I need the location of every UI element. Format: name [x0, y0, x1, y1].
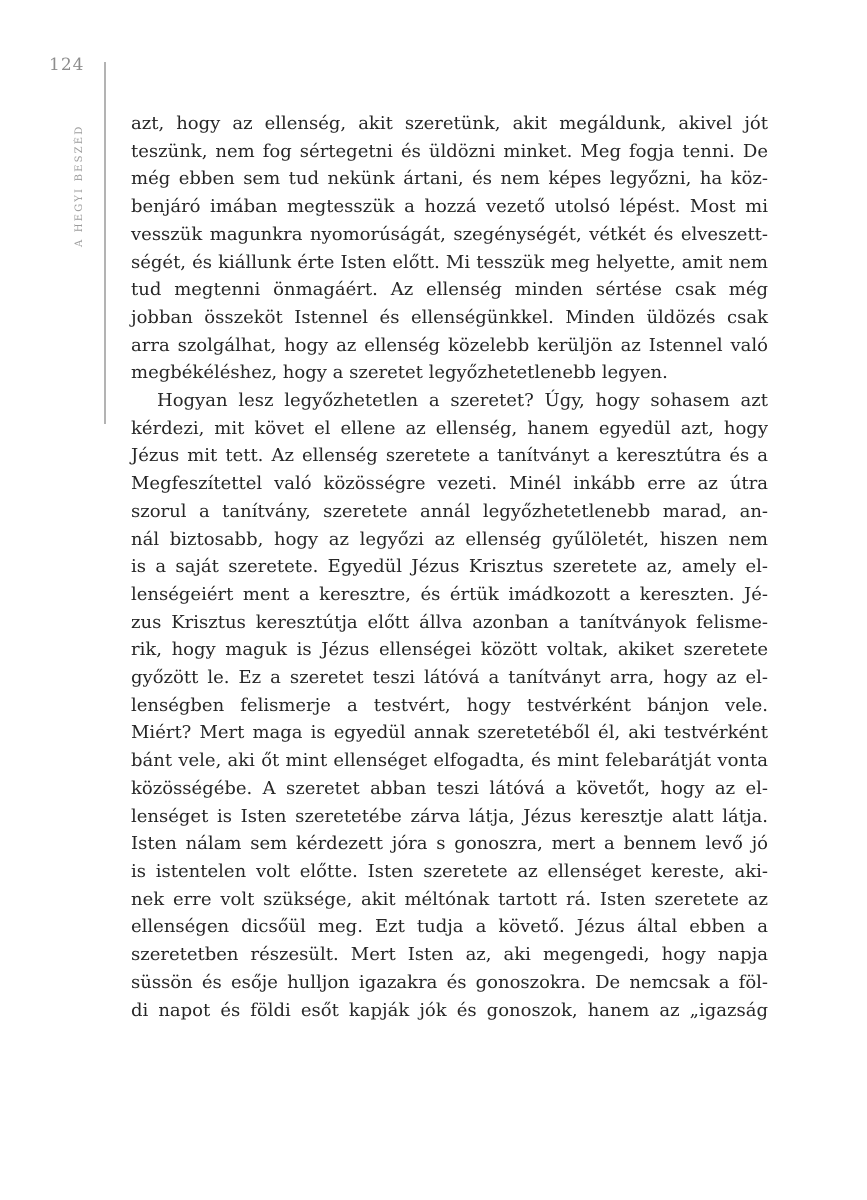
text-line: is a saját szeretete. Egyedül Jézus Krisztus szeretete az, amely el-: [131, 556, 768, 578]
running-head-margin-title: A HEGYI BESZÉD: [74, 124, 85, 247]
margin-rule: [104, 62, 106, 424]
text-line: jobban összeköt Istennel és ellenségünkkel. Minden üldözés csak: [131, 306, 768, 328]
text-line: szeretetben részesült. Mert Isten az, aki megengedi, hogy napja: [131, 944, 768, 966]
text-line: lenségeiért ment a keresztre, és értük imádkozott a kereszten. Jé-: [131, 583, 768, 605]
text-line: di napot és földi esőt kapják jók és gonoszok, hanem az „igazság: [131, 999, 768, 1021]
text-line: ellenségen dicsőül meg. Ezt tudja a követő. Jézus által ebben a: [131, 916, 768, 938]
text-line: kérdezi, mit követ el ellene az ellenség, hanem egyedül azt, hogy: [131, 417, 768, 439]
text-line: közösségébe. A szeretet abban teszi látóvá a követőt, hogy az el-: [131, 777, 768, 799]
text-line: lenséget is Isten szeretetébe zárva látja, Jézus keresztje alatt látja.: [131, 805, 768, 827]
text-line: ségét, és kiállunk érte Isten előtt. Mi tesszük meg helyette, amit nem: [131, 251, 768, 273]
text-line: nál biztosabb, hogy az legyőzi az ellenség gyűlöletét, hiszen nem: [131, 528, 768, 550]
text-line: Megfeszítettel való közösségre vezeti. Minél inkább erre az útra: [131, 473, 768, 495]
text-line: Miért? Mert maga is egyedül annak szeretetéből él, aki testvérként: [131, 722, 768, 744]
text-line: vesszük magunkra nyomorúságát, szegénységét, vétkét és elveszett-: [131, 223, 768, 245]
text-line: teszünk, nem fog sértegetni és üldözni minket. Meg fogja tenni. De: [131, 140, 768, 162]
text-line: süssön és esője hulljon igazakra és gonoszokra. De nemcsak a föl-: [131, 971, 768, 993]
text-line: zus Krisztus keresztútja előtt állva azonban a tanítványok felisme-: [131, 611, 768, 633]
text-line: nek erre volt szüksége, akit méltónak tartott rá. Isten szeretete az: [131, 888, 768, 910]
page-number: 124: [49, 55, 85, 75]
text-line: még ebben sem tud nekünk ártani, és nem képes legyőzni, ha köz-: [131, 168, 768, 190]
text-line: szorul a tanítvány, szeretete annál legyőzhetetlenebb marad, an-: [131, 500, 768, 522]
text-line: megbékéléshez, hogy a szeretet legyőzhetetlenebb legyen.: [131, 362, 668, 384]
text-line: bánt vele, aki őt mint ellenséget elfogadta, és mint felebarátját vonta: [131, 750, 768, 772]
text-line: rik, hogy maguk is Jézus ellenségei között voltak, akiket szeretete: [131, 639, 768, 661]
text-line: Hogyan lesz legyőzhetetlen a szeretet? Úgy, hogy sohasem azt: [157, 390, 768, 412]
text-line: tud megtenni önmagáért. Az ellenség minden sértése csak még: [131, 279, 768, 301]
text-line: győzött le. Ez a szeretet teszi látóvá a tanítványt arra, hogy az el-: [131, 667, 768, 689]
text-line: lenségben felismerje a testvért, hogy testvérként bánjon vele.: [131, 694, 768, 716]
text-line: benjáró imában megtesszük a hozzá vezető utolsó lépést. Most mi: [131, 196, 768, 218]
text-line: azt, hogy az ellenség, akit szeretünk, akit megáldunk, akivel jót: [131, 113, 768, 134]
text-line: Isten nálam sem kérdezett jóra s gonoszra, mert a bennem levő jó: [131, 833, 768, 855]
text-line: arra szolgálhat, hogy az ellenség közelebb kerüljön az Istennel való: [131, 334, 768, 356]
text-line: Jézus mit tett. Az ellenség szeretete a tanítványt a keresztútra és a: [131, 445, 768, 467]
body-text: [131, 110, 768, 1024]
text-line: is istentelen volt előtte. Isten szeretete az ellenséget kereste, aki-: [131, 860, 768, 882]
